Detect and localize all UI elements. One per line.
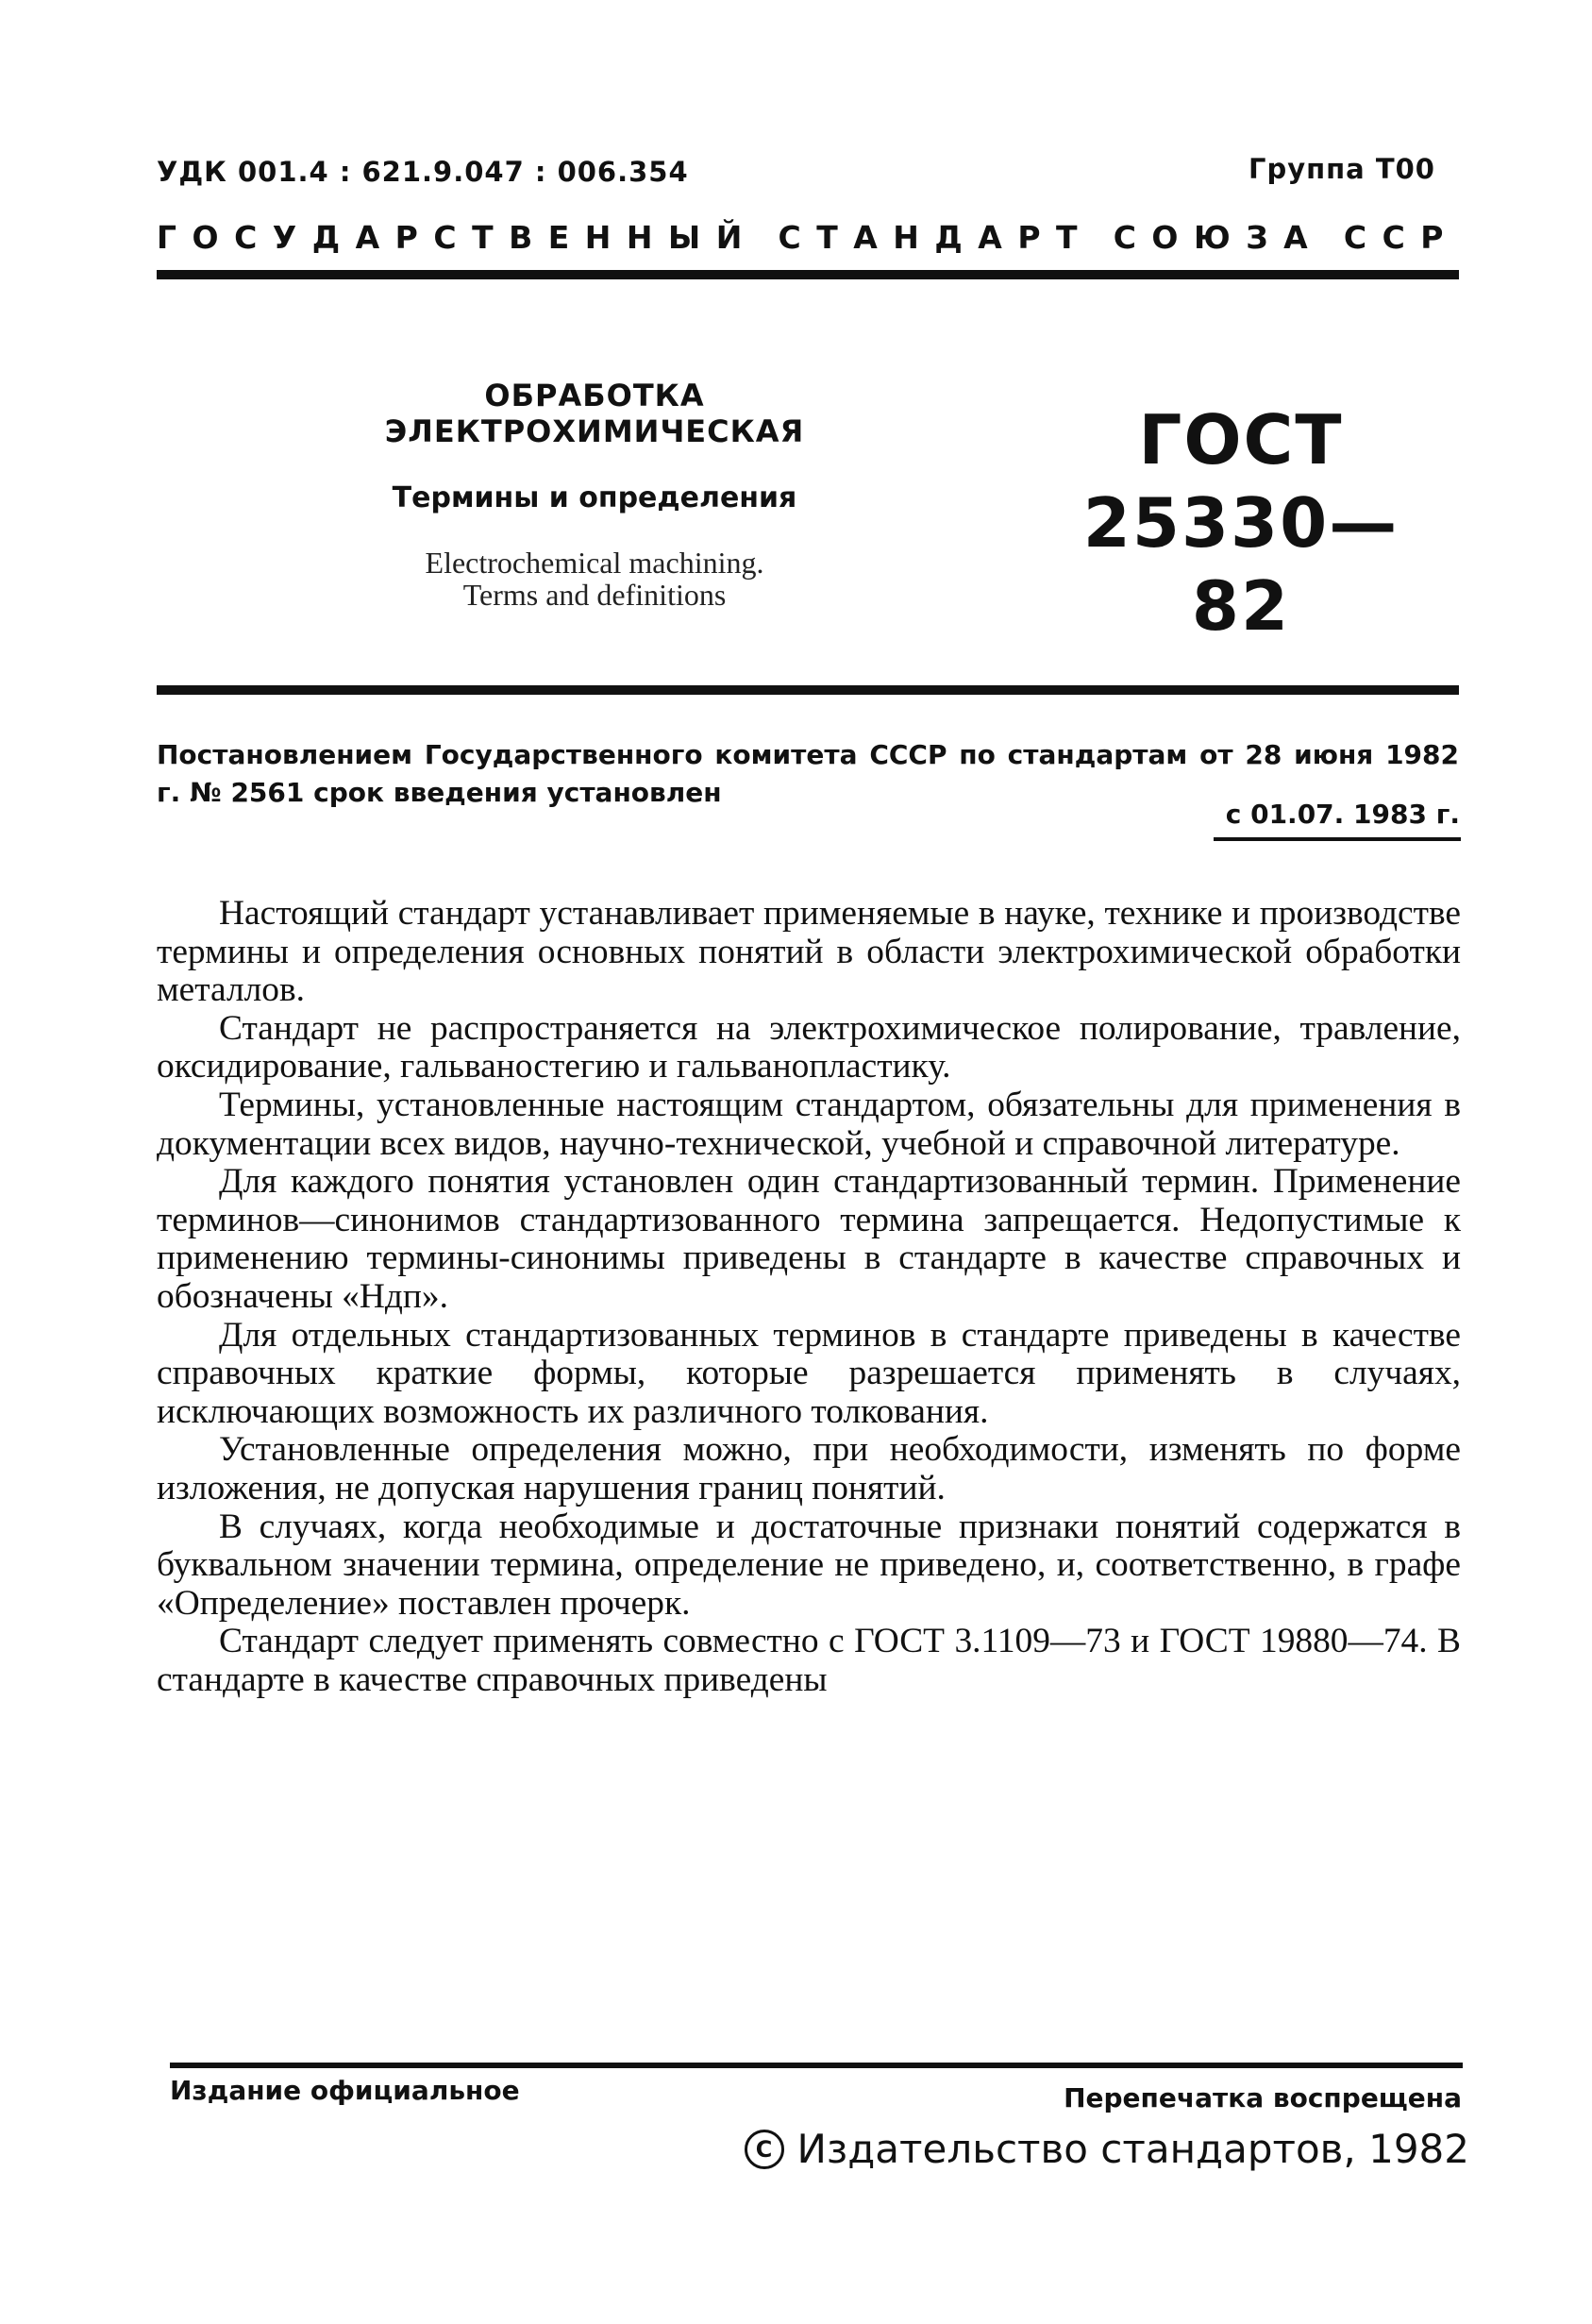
udk-code: УДК 001.4 : 621.9.047 : 006.354 xyxy=(157,156,689,188)
heading-word-1: ГОСУДАРСТВЕННЫЙ xyxy=(157,219,758,256)
date-underline xyxy=(1214,837,1461,841)
paragraph-6: Установленные определения можно, при необходимости, изменять по форме изложения, не допуская нарушения границ понятий. xyxy=(157,1430,1461,1507)
body-text xyxy=(157,895,1461,1699)
decree-text: Постановлением Государственного комитета СССР по стандартам от 28 июня 1982 г. № 2561 срок введения установлен xyxy=(157,739,1459,808)
effective-date: с 01.07. 1983 г. xyxy=(1225,799,1460,830)
paragraph-4: Для каждого понятия установлен один стандартизованный термин. Применение терминов—синонимов стандартизованного термина запрещается. Недопустимые к применению термины-синонимы приведены в стандарте в качестве справочных и обозначены «Ндп». xyxy=(157,1162,1461,1316)
gost-number: 25330—82 xyxy=(1082,483,1399,646)
paragraph-7: В случаях, когда необходимые и достаточные признаки понятий содержатся в буквальном значении термина, определение не приведено, и, соответственно, в графе «Определение» поставлен прочерк. xyxy=(157,1507,1461,1623)
state-standard-heading xyxy=(157,219,1459,256)
paragraph-5: Для отдельных стандартизованных терминов в стандарте приведены в качестве справочных краткие формы, которые разрешается применять в случаях, исключающих возможность их различного толкования. xyxy=(157,1315,1461,1431)
copyright-icon: C xyxy=(745,2130,784,2169)
english-title-line-1: Electrochemical machining. xyxy=(425,546,764,580)
gost-designation xyxy=(1052,398,1430,648)
reprint-prohibited-label: Перепечатка воспрещена xyxy=(1064,2082,1462,2113)
paragraph-3: Термины, установленные настоящим стандартом, обязательны для применения в документации всех видов, научно-технической, учебной и справочной литературе. xyxy=(157,1085,1461,1163)
header-rule xyxy=(157,270,1459,279)
english-title xyxy=(283,547,906,611)
document-title: ОБРАБОТКА ЭЛЕКТРОХИМИЧЕСКАЯ xyxy=(384,378,805,449)
heading-word-3: СОЮЗА xyxy=(1113,219,1324,256)
document-subtitle: Термины и определения xyxy=(392,481,797,514)
paragraph-1: Настоящий стандарт устанавливает применяемые в науке, технике и производстве термины и определения основных понятий в области электрохимической обработки металлов. xyxy=(157,894,1461,1010)
gost-label: ГОСТ xyxy=(1138,400,1344,480)
copyright-line xyxy=(745,2126,1469,2172)
english-title-line-2: Terms and definitions xyxy=(462,578,727,612)
publisher-name: Издательство стандартов, 1982 xyxy=(796,2126,1469,2172)
title-rule xyxy=(157,685,1459,695)
group-code: Группа Т00 xyxy=(1248,153,1435,185)
heading-word-4: ССР xyxy=(1343,219,1459,256)
heading-word-2: СТАНДАРТ xyxy=(778,219,1094,256)
paragraph-8: Стандарт следует применять совместно с ГОСТ 3.1109—73 и ГОСТ 19880—74. В стандарте в качестве справочных приведены xyxy=(157,1622,1461,1699)
footer-rule xyxy=(170,2063,1463,2068)
official-edition-label: Издание официальное xyxy=(170,2075,520,2106)
paragraph-2: Стандарт не распространяется на электрохимическое полирование, травление, оксидирование, гальваностегию и гальванопластику. xyxy=(157,1008,1461,1086)
title-block xyxy=(283,378,906,611)
